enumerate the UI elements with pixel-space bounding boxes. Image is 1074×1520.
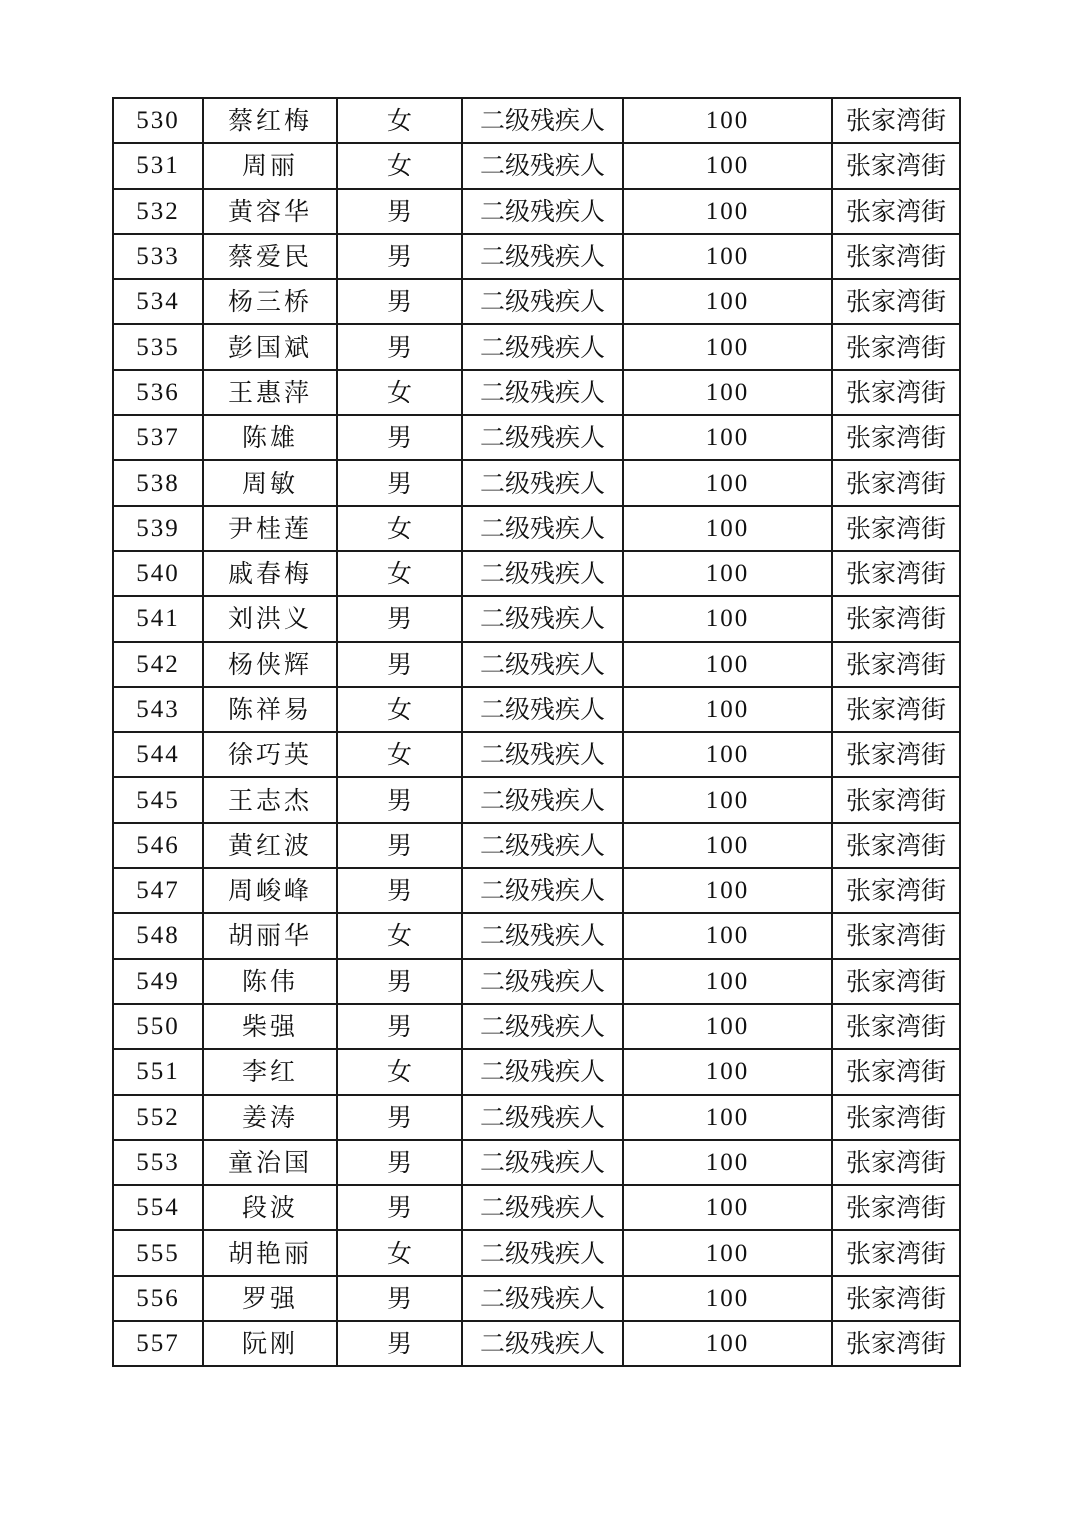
gender-cell: 女: [337, 551, 462, 596]
street-cell: 张家湾街: [832, 279, 960, 324]
name-cell: 杨三桥: [203, 279, 337, 324]
row-number-cell: 557: [113, 1321, 203, 1366]
table-row: [113, 370, 960, 415]
disability-level-cell: 二级残疾人: [462, 596, 623, 641]
table-row: [113, 506, 960, 551]
amount-cell: 100: [623, 1276, 832, 1321]
gender-cell: 男: [337, 234, 462, 279]
street-cell: 张家湾街: [832, 98, 960, 143]
amount-cell: 100: [623, 687, 832, 732]
amount-cell: 100: [623, 1095, 832, 1140]
row-number-cell: 531: [113, 143, 203, 188]
row-number-cell: 536: [113, 370, 203, 415]
name-cell: 蔡红梅: [203, 98, 337, 143]
gender-cell: 男: [337, 642, 462, 687]
name-cell: 罗强: [203, 1276, 337, 1321]
disability-level-cell: 二级残疾人: [462, 551, 623, 596]
table-row: [113, 687, 960, 732]
disability-level-cell: 二级残疾人: [462, 1185, 623, 1230]
row-number-cell: 550: [113, 1004, 203, 1049]
name-cell: 蔡爱民: [203, 234, 337, 279]
table-row: [113, 913, 960, 958]
street-cell: 张家湾街: [832, 823, 960, 868]
table-row: [113, 189, 960, 234]
amount-cell: 100: [623, 596, 832, 641]
row-number-cell: 548: [113, 913, 203, 958]
gender-cell: 男: [337, 1095, 462, 1140]
gender-cell: 男: [337, 1004, 462, 1049]
name-cell: 黄容华: [203, 189, 337, 234]
amount-cell: 100: [623, 324, 832, 369]
table-row: [113, 823, 960, 868]
amount-cell: 100: [623, 143, 832, 188]
name-cell: 李红: [203, 1049, 337, 1094]
gender-cell: 男: [337, 1276, 462, 1321]
disability-level-cell: 二级残疾人: [462, 913, 623, 958]
row-number-cell: 530: [113, 98, 203, 143]
table-row: [113, 460, 960, 505]
name-cell: 徐巧英: [203, 732, 337, 777]
row-number-cell: 554: [113, 1185, 203, 1230]
disability-level-cell: 二级残疾人: [462, 777, 623, 822]
amount-cell: 100: [623, 1049, 832, 1094]
table-row: [113, 1185, 960, 1230]
name-cell: 王志杰: [203, 777, 337, 822]
amount-cell: 100: [623, 642, 832, 687]
disability-level-cell: 二级残疾人: [462, 98, 623, 143]
disability-level-cell: 二级残疾人: [462, 189, 623, 234]
amount-cell: 100: [623, 913, 832, 958]
disability-level-cell: 二级残疾人: [462, 687, 623, 732]
amount-cell: 100: [623, 732, 832, 777]
disability-level-cell: 二级残疾人: [462, 642, 623, 687]
roster-table: [112, 97, 961, 1367]
amount-cell: 100: [623, 823, 832, 868]
gender-cell: 男: [337, 1321, 462, 1366]
amount-cell: 100: [623, 98, 832, 143]
amount-cell: 100: [623, 234, 832, 279]
table-row: [113, 551, 960, 596]
amount-cell: 100: [623, 551, 832, 596]
gender-cell: 女: [337, 1230, 462, 1275]
disability-level-cell: 二级残疾人: [462, 370, 623, 415]
table-row: [113, 959, 960, 1004]
table-row: [113, 1321, 960, 1366]
row-number-cell: 546: [113, 823, 203, 868]
table-row: [113, 1230, 960, 1275]
gender-cell: 男: [337, 868, 462, 913]
name-cell: 姜涛: [203, 1095, 337, 1140]
disability-level-cell: 二级残疾人: [462, 324, 623, 369]
row-number-cell: 547: [113, 868, 203, 913]
row-number-cell: 553: [113, 1140, 203, 1185]
amount-cell: 100: [623, 1230, 832, 1275]
amount-cell: 100: [623, 415, 832, 460]
street-cell: 张家湾街: [832, 596, 960, 641]
disability-level-cell: 二级残疾人: [462, 868, 623, 913]
disability-level-cell: 二级残疾人: [462, 959, 623, 1004]
street-cell: 张家湾街: [832, 959, 960, 1004]
name-cell: 陈伟: [203, 959, 337, 1004]
amount-cell: 100: [623, 506, 832, 551]
disability-level-cell: 二级残疾人: [462, 143, 623, 188]
name-cell: 彭国斌: [203, 324, 337, 369]
street-cell: 张家湾街: [832, 189, 960, 234]
gender-cell: 男: [337, 823, 462, 868]
row-number-cell: 556: [113, 1276, 203, 1321]
street-cell: 张家湾街: [832, 777, 960, 822]
gender-cell: 女: [337, 506, 462, 551]
table-row: [113, 324, 960, 369]
gender-cell: 女: [337, 143, 462, 188]
disability-level-cell: 二级残疾人: [462, 1095, 623, 1140]
name-cell: 戚春梅: [203, 551, 337, 596]
table-row: [113, 1049, 960, 1094]
street-cell: 张家湾街: [832, 1004, 960, 1049]
disability-level-cell: 二级残疾人: [462, 279, 623, 324]
table-row: [113, 98, 960, 143]
row-number-cell: 539: [113, 506, 203, 551]
street-cell: 张家湾街: [832, 687, 960, 732]
disability-level-cell: 二级残疾人: [462, 823, 623, 868]
row-number-cell: 555: [113, 1230, 203, 1275]
street-cell: 张家湾街: [832, 1321, 960, 1366]
name-cell: 陈雄: [203, 415, 337, 460]
table-row: [113, 777, 960, 822]
disability-level-cell: 二级残疾人: [462, 1230, 623, 1275]
disability-level-cell: 二级残疾人: [462, 1140, 623, 1185]
table-row: [113, 1276, 960, 1321]
gender-cell: 男: [337, 279, 462, 324]
street-cell: 张家湾街: [832, 1276, 960, 1321]
table-row: [113, 642, 960, 687]
name-cell: 周敏: [203, 460, 337, 505]
row-number-cell: 534: [113, 279, 203, 324]
gender-cell: 女: [337, 1049, 462, 1094]
row-number-cell: 551: [113, 1049, 203, 1094]
street-cell: 张家湾街: [832, 370, 960, 415]
table-row: [113, 143, 960, 188]
name-cell: 周峻峰: [203, 868, 337, 913]
name-cell: 胡丽华: [203, 913, 337, 958]
row-number-cell: 543: [113, 687, 203, 732]
gender-cell: 女: [337, 98, 462, 143]
name-cell: 阮刚: [203, 1321, 337, 1366]
disability-level-cell: 二级残疾人: [462, 1276, 623, 1321]
disability-level-cell: 二级残疾人: [462, 1004, 623, 1049]
gender-cell: 女: [337, 732, 462, 777]
gender-cell: 男: [337, 324, 462, 369]
street-cell: 张家湾街: [832, 1230, 960, 1275]
street-cell: 张家湾街: [832, 234, 960, 279]
street-cell: 张家湾街: [832, 1140, 960, 1185]
table-row: [113, 1004, 960, 1049]
name-cell: 胡艳丽: [203, 1230, 337, 1275]
disability-level-cell: 二级残疾人: [462, 1049, 623, 1094]
gender-cell: 男: [337, 777, 462, 822]
table-row: [113, 868, 960, 913]
row-number-cell: 538: [113, 460, 203, 505]
table-row: [113, 732, 960, 777]
row-number-cell: 542: [113, 642, 203, 687]
gender-cell: 男: [337, 596, 462, 641]
row-number-cell: 533: [113, 234, 203, 279]
row-number-cell: 544: [113, 732, 203, 777]
street-cell: 张家湾街: [832, 1185, 960, 1230]
amount-cell: 100: [623, 189, 832, 234]
amount-cell: 100: [623, 1004, 832, 1049]
roster-table-body: [113, 98, 960, 1366]
amount-cell: 100: [623, 959, 832, 1004]
table-row: [113, 596, 960, 641]
street-cell: 张家湾街: [832, 506, 960, 551]
disability-level-cell: 二级残疾人: [462, 506, 623, 551]
row-number-cell: 541: [113, 596, 203, 641]
name-cell: 周丽: [203, 143, 337, 188]
disability-level-cell: 二级残疾人: [462, 732, 623, 777]
street-cell: 张家湾街: [832, 143, 960, 188]
gender-cell: 男: [337, 189, 462, 234]
name-cell: 尹桂莲: [203, 506, 337, 551]
street-cell: 张家湾街: [832, 460, 960, 505]
name-cell: 杨侠辉: [203, 642, 337, 687]
row-number-cell: 552: [113, 1095, 203, 1140]
street-cell: 张家湾街: [832, 551, 960, 596]
gender-cell: 男: [337, 1140, 462, 1185]
disability-level-cell: 二级残疾人: [462, 1321, 623, 1366]
table-row: [113, 234, 960, 279]
row-number-cell: 540: [113, 551, 203, 596]
gender-cell: 男: [337, 959, 462, 1004]
amount-cell: 100: [623, 1321, 832, 1366]
gender-cell: 女: [337, 370, 462, 415]
street-cell: 张家湾街: [832, 868, 960, 913]
name-cell: 黄红波: [203, 823, 337, 868]
row-number-cell: 535: [113, 324, 203, 369]
disability-level-cell: 二级残疾人: [462, 234, 623, 279]
name-cell: 刘洪义: [203, 596, 337, 641]
amount-cell: 100: [623, 868, 832, 913]
amount-cell: 100: [623, 370, 832, 415]
name-cell: 柴强: [203, 1004, 337, 1049]
table-row: [113, 279, 960, 324]
name-cell: 王惠萍: [203, 370, 337, 415]
row-number-cell: 532: [113, 189, 203, 234]
gender-cell: 男: [337, 1185, 462, 1230]
street-cell: 张家湾街: [832, 732, 960, 777]
amount-cell: 100: [623, 279, 832, 324]
gender-cell: 男: [337, 415, 462, 460]
amount-cell: 100: [623, 460, 832, 505]
disability-level-cell: 二级残疾人: [462, 460, 623, 505]
name-cell: 段波: [203, 1185, 337, 1230]
street-cell: 张家湾街: [832, 1095, 960, 1140]
street-cell: 张家湾街: [832, 642, 960, 687]
amount-cell: 100: [623, 1185, 832, 1230]
street-cell: 张家湾街: [832, 1049, 960, 1094]
street-cell: 张家湾街: [832, 324, 960, 369]
gender-cell: 女: [337, 687, 462, 732]
gender-cell: 男: [337, 460, 462, 505]
name-cell: 陈祥易: [203, 687, 337, 732]
name-cell: 童治国: [203, 1140, 337, 1185]
row-number-cell: 537: [113, 415, 203, 460]
row-number-cell: 549: [113, 959, 203, 1004]
table-row: [113, 1140, 960, 1185]
street-cell: 张家湾街: [832, 913, 960, 958]
amount-cell: 100: [623, 1140, 832, 1185]
table-row: [113, 1095, 960, 1140]
table-row: [113, 415, 960, 460]
street-cell: 张家湾街: [832, 415, 960, 460]
gender-cell: 女: [337, 913, 462, 958]
row-number-cell: 545: [113, 777, 203, 822]
amount-cell: 100: [623, 777, 832, 822]
disability-level-cell: 二级残疾人: [462, 415, 623, 460]
